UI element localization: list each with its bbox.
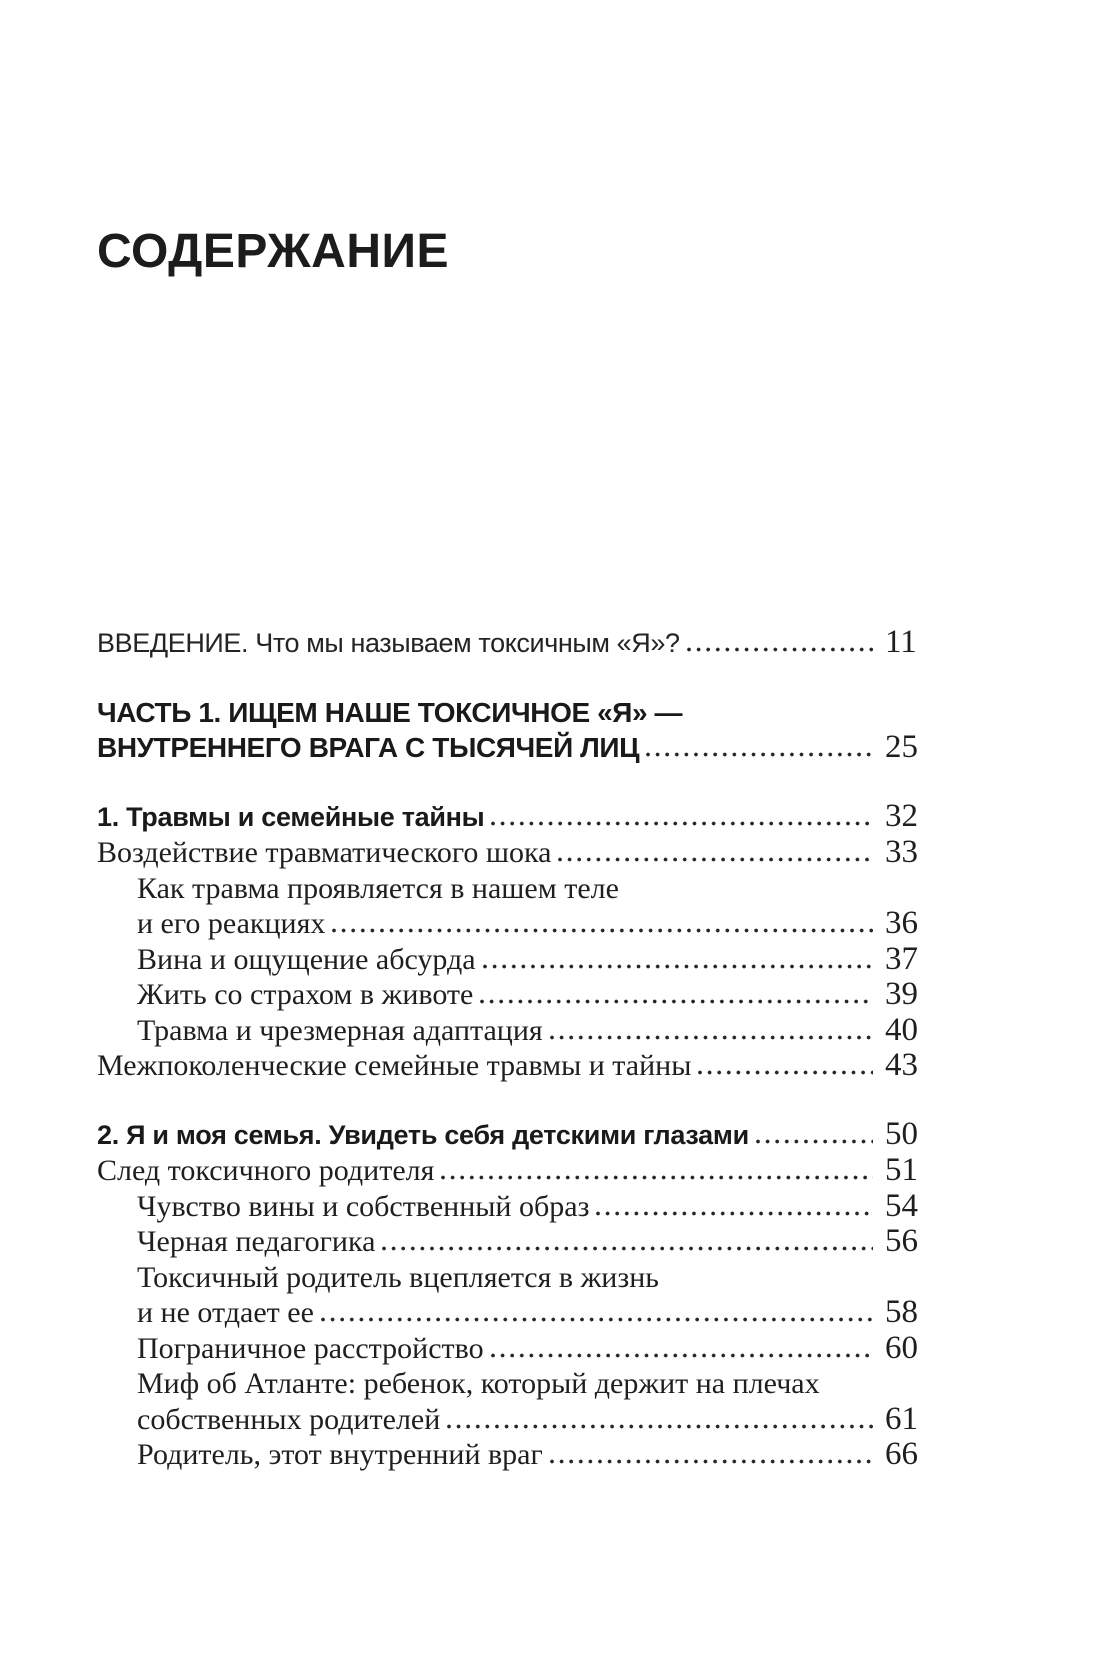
toc-entry-label: 2. Я и моя семья. Увидеть себя детскими глазами [97,1119,749,1150]
toc-entry-page: 36 [885,905,918,941]
toc-entry-page: 60 [885,1329,918,1366]
toc-entry [97,942,927,978]
dot-leader [550,1035,873,1040]
toc-entry [97,1402,927,1438]
dot-leader [321,1317,873,1322]
toc-entry-label: 1. Травмы и семейные тайны [97,801,485,832]
toc-entry [97,977,927,1013]
toc-entry [97,835,927,871]
dot-leader [491,821,873,826]
dot-leader [382,1246,873,1251]
toc-entry [97,799,927,836]
toc-entry [97,1013,927,1049]
dot-leader [756,1139,873,1144]
dot-leader [441,1175,873,1180]
dot-leader [447,1424,873,1429]
dot-leader [550,1459,873,1464]
toc-entry-page: 56 [885,1223,918,1259]
toc-entry [97,1189,927,1225]
dot-leader [483,964,873,969]
toc-entry [97,1260,927,1296]
toc-entry [97,1366,927,1402]
toc-entry-label: Токсичный родитель вцепляется в жизнь [137,1260,659,1294]
toc-entry-label: и его реакциях [137,907,326,940]
toc-entry-page: 43 [885,1047,918,1083]
toc-entry-page: 32 [885,797,918,834]
dot-leader [596,1211,873,1216]
dot-leader [698,1070,873,1075]
dot-leader [480,999,873,1004]
toc-entry-page: 51 [885,1152,918,1188]
toc-entry [97,730,927,766]
toc-entry-page: 61 [885,1400,918,1437]
toc-entry-label: Черная педагогика [137,1225,376,1258]
toc-entry-page: 40 [885,1011,918,1048]
toc-entry-label: Травма и чрезмерная адаптация [137,1013,543,1047]
toc-entry [97,1331,927,1367]
dot-leader [558,857,873,862]
toc-entry-label: Родитель, этот внутренний враг [137,1438,543,1471]
dot-leader [332,928,873,933]
dot-leader [687,647,873,652]
toc-entry [97,1048,927,1084]
toc-entry [97,1437,927,1473]
toc-entry-label: Пограничное расстройство [137,1331,484,1365]
toc-entry [97,1224,927,1260]
toc-entry [97,695,927,731]
toc-entry-page: 39 [885,976,918,1012]
toc-entry-page: 66 [885,1436,918,1472]
toc-entry-label: Чувство вины и собственный образ [137,1189,590,1223]
toc-entry-page: 54 [885,1187,918,1224]
toc-entry-page: 37 [885,940,918,977]
toc-entry [97,1153,927,1189]
toc-entry-label: Воздействие травматического шока [97,836,552,869]
toc-entry-label: собственных родителей [137,1402,441,1436]
toc-entry-page: 25 [885,729,918,765]
toc-entry [97,1295,927,1331]
toc-entry [97,871,927,907]
page-title: СОДЕРЖАНИЕ [97,225,449,278]
toc-entry [97,625,927,662]
toc-entry-label: Межпоколенческие семейные травмы и тайны [97,1049,692,1082]
toc-entry-page: 11 [885,624,917,660]
toc-entry-label: ВНУТРЕННЕГО ВРАГА С ТЫСЯЧЕЙ ЛИЦ [97,732,640,763]
toc-entry [97,1117,927,1154]
toc-entry-label: ЧАСТЬ 1. ИЩЕМ НАШЕ ТОКСИЧНОЕ «Я» — [97,696,683,728]
toc-entry-label: Миф об Атланте: ребенок, который держит на плечах [137,1367,820,1400]
dot-leader [646,752,873,757]
toc-entry-page: 50 [885,1115,918,1152]
toc-entry [97,906,927,942]
toc-entry-label: Вина и ощущение абсурда [137,942,476,976]
toc-entry-label: и не отдает ее [137,1296,314,1329]
toc-entry-page: 33 [885,834,918,870]
toc-entry-label: ВВЕДЕНИЕ. Что мы называем токсичным «Я»? [97,628,680,658]
dot-leader [491,1353,873,1358]
toc-entry-label: Как травма проявляется в нашем теле [137,871,619,905]
toc-entry-label: Жить со страхом в животе [137,978,474,1011]
toc-list [97,625,927,1473]
toc-entry-page: 58 [885,1294,918,1330]
toc-entry-label: След токсичного родителя [97,1154,435,1187]
toc-content [97,226,927,1473]
